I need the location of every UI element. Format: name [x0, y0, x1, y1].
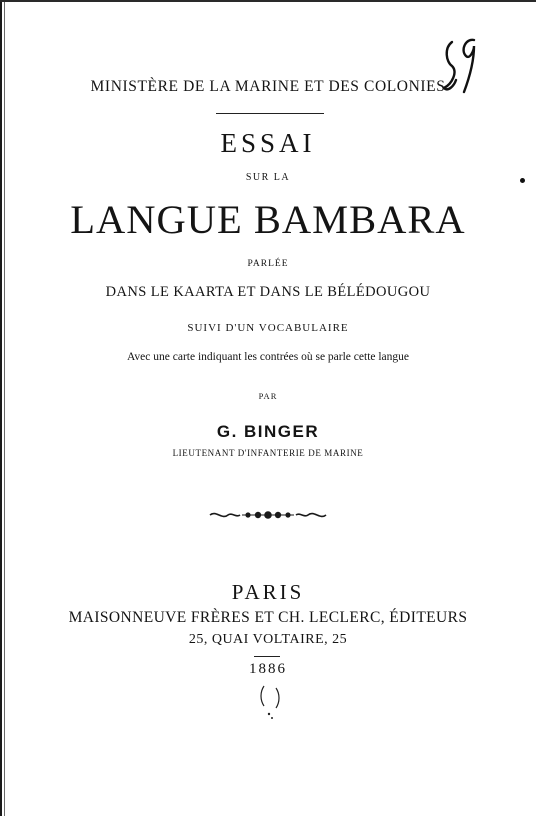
author-par: PAR	[258, 391, 278, 401]
ornament-divider	[208, 507, 328, 526]
scan-edge-top	[0, 0, 536, 2]
imprint-address: 25, QUAI VOLTAIRE, 25	[188, 632, 348, 647]
main-title: LANGUE BAMBARA	[70, 197, 466, 242]
author-rank: LIEUTENANT D'INFANTERIE DE MARINE	[172, 448, 364, 458]
imprint-year: 1886	[249, 661, 287, 677]
author-name: G. BINGER	[216, 422, 320, 441]
imprint-city: PARIS	[231, 580, 305, 604]
imprint-publisher: MAISONNEUVE FRÈRES ET CH. LECLERC, ÉDITEURS	[68, 609, 468, 626]
ministry-header: MINISTÈRE DE LA MARINE ET DES COLONIES	[90, 78, 446, 95]
subtitle-parlee: PARLÉE	[247, 259, 289, 269]
imprint-rule	[254, 656, 280, 657]
scan-edge-left	[0, 0, 2, 816]
title-rule	[216, 113, 324, 114]
subtitle-region: DANS LE KAARTA ET DANS LE BÉLÉDOUGOU	[105, 284, 431, 300]
subtitle-carte: Avec une carte indiquant les contrées où se parle cette langue	[126, 351, 410, 363]
subtitle-vocabulaire: SUIVI D'UN VOCABULAIRE	[187, 322, 349, 334]
scan-edge-left-inner	[4, 0, 5, 816]
title-essai: ESSAI	[220, 128, 316, 158]
title-sur-la: SUR LA	[245, 172, 291, 183]
stamp-marks	[258, 682, 282, 726]
